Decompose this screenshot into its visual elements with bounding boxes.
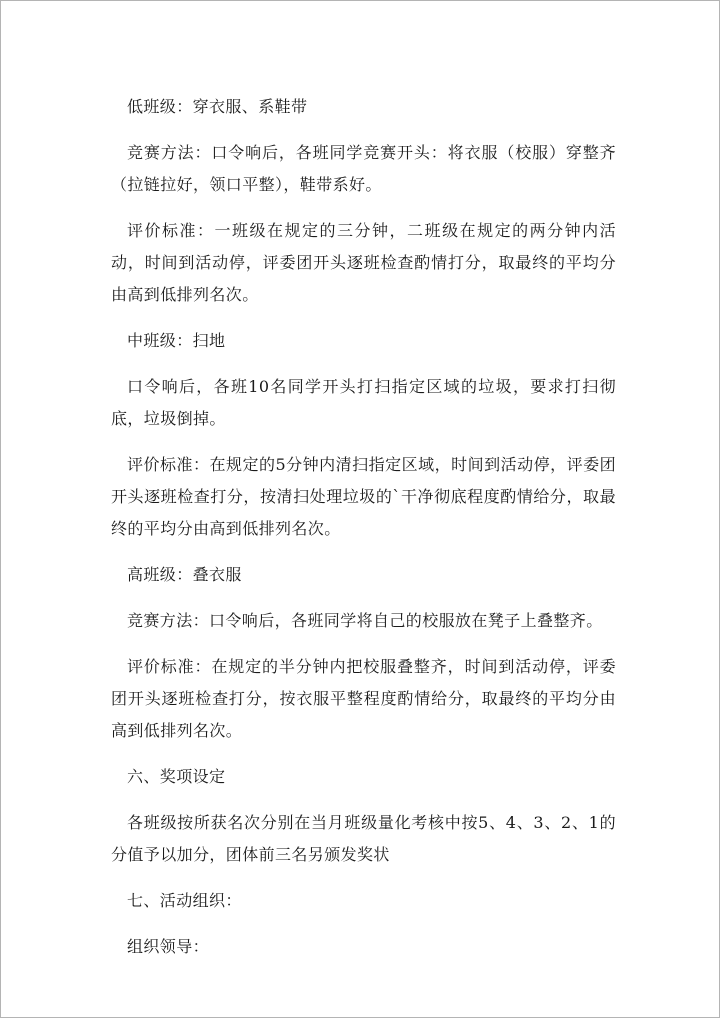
paragraph-high-grade-heading: 高班级：叠衣服 <box>127 565 242 584</box>
section-heading-organization: 七、活动组织： <box>127 891 242 910</box>
paragraph-high-grade-method: 竞赛方法：口令响后，各班同学将自己的校服放在凳子上叠整齐。 <box>127 611 603 630</box>
document-body <box>111 91 616 977</box>
paragraph-leadership-label: 组织领导： <box>127 937 210 956</box>
paragraph-high-grade-criteria: 评价标准：在规定的半分钟内把校服叠整齐，时间到活动停，评委团开头逐班检查打分，按衣服平整程度酌情给分，取最终的平均分由高到低排列名次。 <box>111 657 616 740</box>
paragraph-low-grade-heading: 低班级：穿衣服、系鞋带 <box>127 97 308 116</box>
paragraph-low-grade-criteria: 评价标准：一班级在规定的三分钟，二班级在规定的两分钟内活动，时间到活动停，评委团开头逐班检查酌情打分，取最终的平均分由高到低排列名次。 <box>111 221 616 304</box>
paragraph-mid-grade-method: 口令响后，各班10名同学开头打扫指定区域的垃圾，要求打扫彻底，垃圾倒掉。 <box>111 377 616 428</box>
paragraph-low-grade-method: 竞赛方法：口令响后，各班同学竞赛开头：将衣服（校服）穿整齐（拉链拉好，领口平整），鞋带系好。 <box>111 143 616 194</box>
paragraph-mid-grade-criteria: 评价标准：在规定的5分钟内清扫指定区域，时间到活动停，评委团开头逐班检查打分，按清扫处理垃圾的`干净彻底程度酌情给分，取最终的平均分由高到低排列名次。 <box>111 455 616 538</box>
paragraph-awards-detail: 各班级按所获名次分别在当月班级量化考核中按5、4、3、2、1的分值予以加分，团体前三名另颁发奖状 <box>111 813 616 864</box>
section-heading-awards: 六、奖项设定 <box>127 767 226 786</box>
paragraph-mid-grade-heading: 中班级：扫地 <box>127 331 226 350</box>
